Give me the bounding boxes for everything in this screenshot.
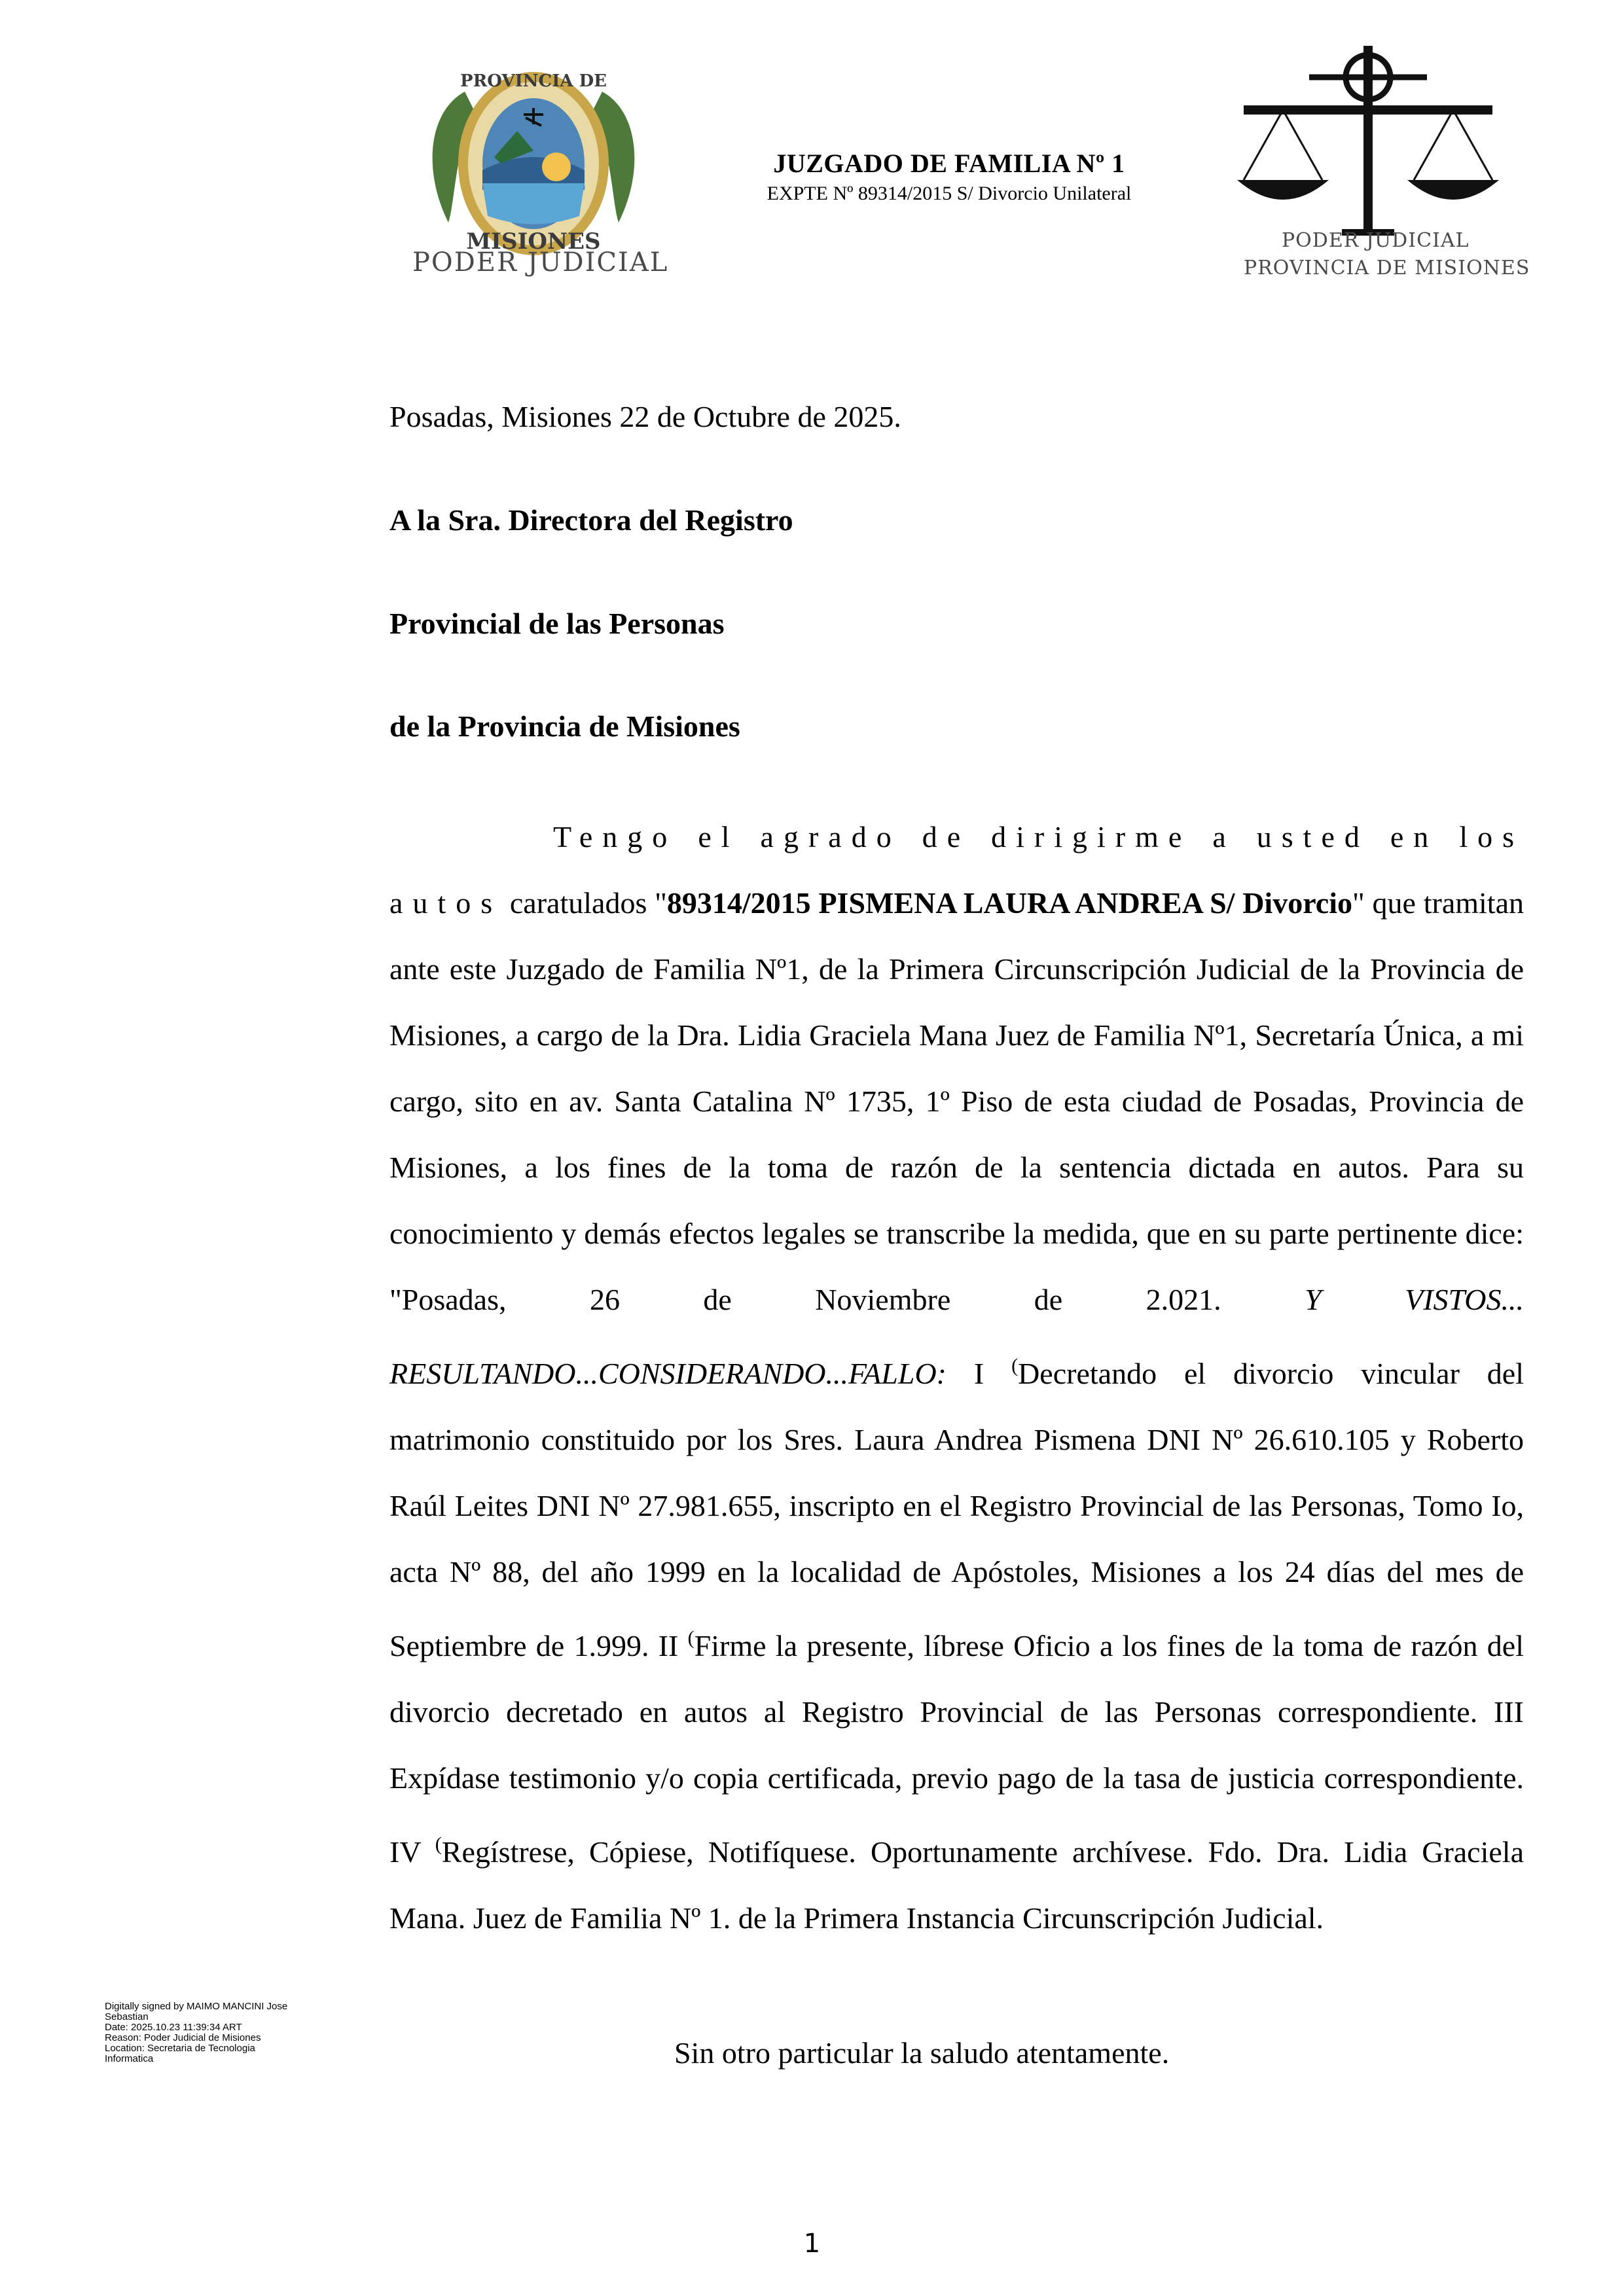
- signature-line-6: Informatica: [105, 2054, 154, 2064]
- vistos-fallo: Y VISTOS... RESULTANDO...CONSIDERANDO...FALLO:: [389, 1283, 1524, 1390]
- caratulados-prefix: caratulados ": [509, 886, 667, 920]
- digital-signature-block: [105, 2001, 321, 2064]
- seal-lettering-bottom: MISIONES: [466, 228, 601, 255]
- item-1-text: Decretando el divorcio vincular del matrimonio constituido por los Sres. Laura Andrea Pismena DNI Nº 26.610.105 y Roberto Raúl Leites DNI Nº 27.981.655, inscripto en el Registro Provincial de las Personas, Tomo Io, acta Nº 88, del año 1999 en la localidad de Apóstoles, Misiones a los 24 días del mes de Septiembre de 1.999. II: [389, 1357, 1524, 1662]
- signature-line-3: Date: 2025.10.23 11:39:34 ART: [105, 2022, 242, 2033]
- item-4-text: Regístrese, Cópiese, Notifíquese. Oportunamente archívese. Fdo. Dra. Lidia Graciela Mana. Juez de Familia Nº 1. de la Primera Instancia Circunscripción Judicial.: [389, 1835, 1524, 1935]
- paren-mark: (: [687, 1627, 695, 1649]
- addressee-line-1: A la Sra. Directora del Registro: [389, 503, 793, 537]
- court-name: JUZGADO DE FAMILIA Nº 1: [773, 149, 1125, 178]
- right-logo-caption-line2: PROVINCIA DE MISIONES: [1244, 257, 1530, 279]
- paren-mark: (: [1011, 1355, 1019, 1376]
- document-header: [655, 148, 1244, 205]
- case-title: 89314/2015 PISMENA LAURA ANDREA S/ Divorcio: [666, 886, 1352, 920]
- opening-phrase: Tengo el agrado de dirigirme a usted en los autos: [389, 820, 1524, 920]
- addressee-line-2: Provincial de las Personas: [389, 607, 725, 640]
- place-date: Posadas, Misiones 22 de Octubre de 2025.: [389, 400, 901, 433]
- seal-lettering-top: PROVINCIA DE: [460, 71, 607, 91]
- addressee-line-3: de la Provincia de Misiones: [389, 709, 740, 743]
- right-logo-caption-line1: PODER JUDICIAL: [1282, 229, 1470, 252]
- signature-line-4: Reason: Poder Judicial de Misiones: [105, 2033, 261, 2043]
- signature-line-5: Location: Secretaria de Tecnologia: [105, 2043, 255, 2054]
- page-number: 1: [803, 2229, 821, 2259]
- item-1-label: I: [946, 1357, 1012, 1390]
- left-logo-caption: PODER JUDICIAL: [412, 247, 669, 278]
- item-2-text: Firme la presente, líbrese Oficio a los fines de la toma de razón del divorcio decretado en autos al Registro Provincial de las Personas correspondiente. III Expídase testimonio y/o copia certificada, previo pago de la tasa de justicia correspondiente. IV: [389, 1629, 1524, 1869]
- signature-line-2: Sebastian: [105, 2012, 149, 2022]
- paren-mark: (: [435, 1833, 442, 1855]
- signature-line-1: Digitally signed by MAIMO MANCINI Jose: [105, 2001, 288, 2012]
- letter-body: [389, 804, 1524, 1951]
- case-number: EXPTE Nº 89314/2015 S/ Divorcio Unilateral: [767, 183, 1132, 204]
- closing-salutation: Sin otro particular la saludo atentamente.: [674, 2036, 1170, 2070]
- body-text-main: " que tramitan ante este Juzgado de Familia Nº1, de la Primera Circunscripción Judicial de la Provincia de Misiones, a cargo de la Dra. Lidia Graciela Mana Juez de Familia Nº1, Secretaría Única, a mi cargo, sito en av. Santa Catalina Nº 1735, 1º Piso de esta ciudad de Posadas, Provincia de Misiones, a los fines de la toma de razón de la sentencia dictada en autos. Para su conocimiento y demás efectos legales se transcribe la medida, que en su parte pertinente dice: "Posadas, 26 de Noviembre de 2.021.: [389, 886, 1524, 1316]
